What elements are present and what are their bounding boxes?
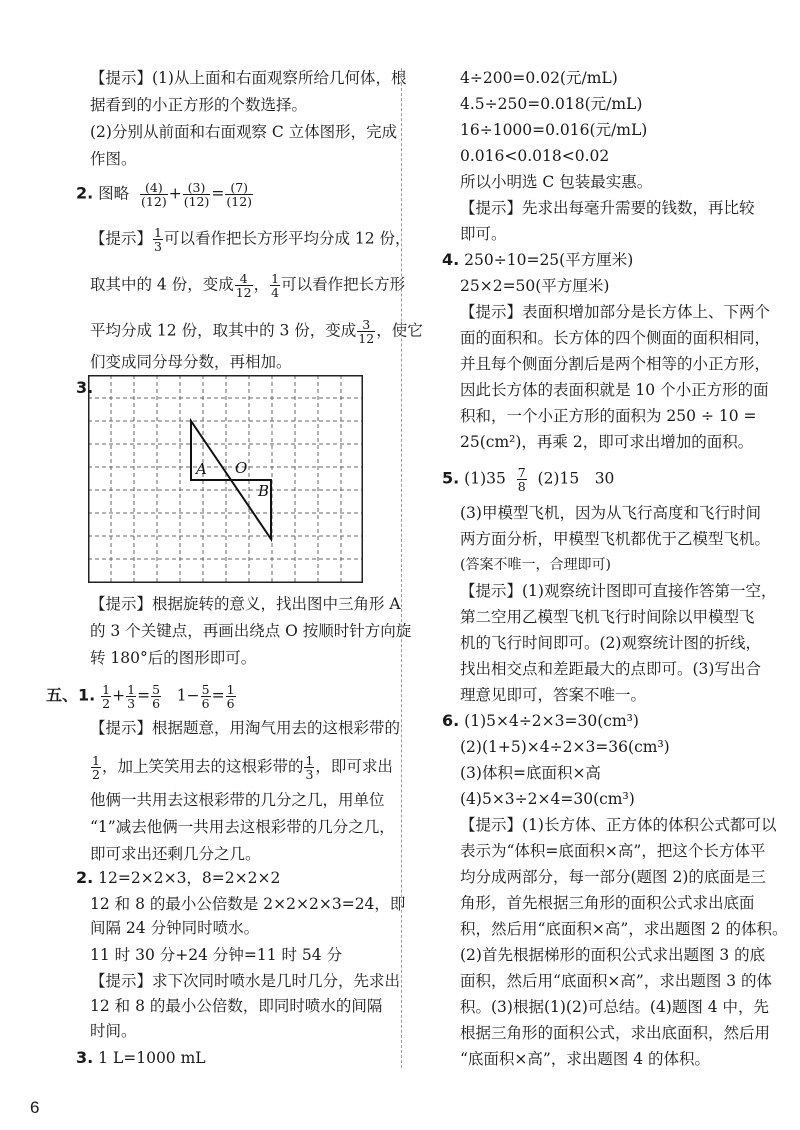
fraction: $\frac{4}{12}$ [235, 271, 252, 300]
answer-line: 12 和 8 的最小公倍数是 2×2×2×3=24，即 [90, 895, 406, 913]
hint-line: (2)首先根据梯形的面积公式求出题图 3 的底 [460, 946, 766, 964]
hint-line: 并且每个侧面分割后是两个相等的小正方形， [460, 355, 771, 373]
answer-line: 4.5÷250=0.018(元/mL) [460, 95, 643, 113]
question-5-3: 3. 1 L=1000 mL [76, 1048, 206, 1067]
fraction: $\frac{5}{6}$ [152, 682, 161, 711]
answer-line: (3)甲模型飞机，因为从飞行高度和飞行时间 [460, 504, 761, 522]
answer-line: (4)5×3÷2×4=30(cm³) [460, 790, 635, 808]
fraction: $\frac{(4)}{(12)}$ [141, 180, 167, 209]
hint-line: 第二空用乙模型飞机飞行时间除以甲模型飞 [460, 608, 755, 626]
hint-line: 他俩一共用去这根彩带的几分之几，用单位 [90, 791, 385, 809]
question-number: 3. [76, 378, 94, 397]
answer-line: (3)体积=底面积×高 [460, 764, 601, 782]
question-number: 4. [442, 250, 460, 269]
hint-line: 作图。 [90, 150, 137, 168]
answer-note: (答案不唯一，合理即可) [460, 557, 611, 573]
hint-line: 12 和 8 的最小公倍数，即同时喷水的间隔 [90, 997, 383, 1015]
section-5-q1: 五、1. $\frac{1}{2}$ + $\frac{1}{3}$ = $\frac{5}{6}$ 1− $\frac{5}{6}$ = $\frac{1}{6}$ [46, 682, 235, 711]
hint-line: 【提示】(1)从上面和右面观察所给几何体，根 [90, 69, 407, 87]
hint-line: “1”减去他俩一共用去这根彩带的几分之几， [90, 818, 395, 836]
hint-line: 25(cm²)，再乘 2，即可求出增加的面积。 [460, 433, 754, 451]
question-number: 3. [76, 1048, 94, 1067]
hint-line: 积和，一个小正方形的面积为 250 ÷ 10 = [460, 407, 757, 425]
hint-line: 根据三角形的面积公式，求出底面积，然后用 [460, 1024, 771, 1042]
hint-line: 【提示】根据题意，用淘气用去的这根彩带的 [90, 719, 401, 737]
hint-line: 据看到的小正方形的个数选择。 [90, 96, 308, 114]
fraction: $\frac{7}{8}$ [517, 465, 526, 494]
question-number: 6. [442, 711, 460, 730]
fraction: $\frac{(7)}{(12)}$ [226, 180, 253, 209]
hint-line: 转 180°后的图形即可。 [90, 649, 257, 667]
answer-line: 两方面分析，甲模型飞机都优于乙模型飞机。 [460, 530, 771, 548]
hint-line: 【提示】 $\frac{1}{3}$ 可以看作把长方形平均分成 12 份， [90, 225, 411, 254]
hint-line: 即可求出还剩几分之几。 [90, 845, 261, 863]
hint-line: 们变成同分母分数，再相加。 [90, 353, 292, 371]
hint-line: 【提示】先求出每毫升需要的钱数，再比较 [460, 199, 755, 217]
hint-line: 找出相交点和差距最大的点即可。(3)写出合 [460, 660, 761, 678]
fraction: $\frac{1}{3}$ [305, 753, 314, 782]
hint-line: 积。(3)根据(1)(2)可总结。(4)题图 4 中，先 [460, 998, 770, 1016]
answer-line: 25×2=50(平方厘米) [460, 277, 610, 295]
rotation-grid [88, 375, 363, 583]
fraction: $\frac{1}{3}$ [154, 225, 162, 254]
hint-line: 理意见即可，答案不唯一。 [460, 686, 647, 704]
question-number: 5. [442, 468, 460, 488]
answer-line: 间隔 24 分钟同时喷水。 [90, 919, 260, 937]
hint-line: 【提示】(1)观察统计图即可直接作答第一空， [460, 582, 777, 600]
answer-line: 4÷200=0.02(元/mL) [460, 69, 618, 87]
hint-line: “底面积×高”，求出题图 4 的体积。 [460, 1050, 711, 1068]
label-a: A [196, 460, 207, 478]
hint-line: 角形，首先根据三角形的面积公式求出底面 [460, 894, 755, 912]
question-number: 2. [76, 868, 94, 887]
fraction: $\frac{1}{2}$ [102, 682, 111, 711]
hint-line: 积，然后用“底面积×高”，求出题图 2 的体积。 [460, 920, 788, 938]
fraction: $\frac{(3)}{(12)}$ [183, 180, 210, 209]
question-4: 4. 250÷10=25(平方厘米) [442, 250, 634, 269]
answer-line: (2)(1+5)×4÷2×3=36(cm³) [460, 738, 670, 756]
question-number: 2. [76, 183, 94, 203]
answer-text: 图略 [98, 184, 130, 203]
label-o: O [235, 459, 248, 477]
column-divider [401, 68, 402, 1068]
question-6: 6. (1)5×4÷2×3=30(cm³) [442, 711, 639, 730]
hint-line: 【提示】求下次同时喷水是几时几分，先求出 [90, 972, 401, 990]
question-2: 2. 图略 $\frac{(4)}{(12)}$ + $\frac{(3)}{(12)}$ = $\frac{(7)}{(12)}$ [76, 180, 253, 209]
hint-line: $\frac{1}{2}$ ，加上笑笑用去的这根彩带的 $\frac{1}{3}$ ，即可求出 [92, 753, 393, 782]
fraction: $\frac{1}{4}$ [271, 271, 280, 300]
answer-line: 0.016<0.018<0.02 [460, 147, 610, 165]
answer-line: 16÷1000=0.016(元/mL) [460, 121, 648, 139]
question-5-2: 2. 12=2×2×3，8=2×2×2 [76, 868, 281, 887]
question-5: 5. (1)35 $\frac{7}{8}$ (2)15 30 [442, 465, 615, 494]
fraction: $\frac{1}{3}$ [127, 682, 136, 711]
hint-line: 【提示】表面积增加部分是长方体上、下两个 [460, 303, 771, 321]
hint-line: 【提示】根据旋转的意义，找出图中三角形 A [90, 595, 401, 613]
page-number: 6 [30, 1098, 40, 1117]
fraction: $\frac{1}{6}$ [226, 682, 235, 711]
hint-line: 表示为“体积=底面积×高”，把这个长方体平 [460, 842, 766, 860]
hint-line: 即可。 [460, 225, 507, 243]
answer-line: 11 时 30 分+24 分钟=11 时 54 分 [90, 946, 343, 964]
hint-line: 面积，然后用“底面积×高”，求出题图 3 的体 [460, 972, 773, 990]
question-number: 五、1. [46, 685, 96, 705]
hint-line: 【提示】(1)长方体、正方体的体积公式都可以 [460, 816, 777, 834]
hint-line: 面的面积和。长方体的四个侧面的面积相同， [460, 329, 771, 347]
hint-line: 的 3 个关键点，再画出绕点 O 按顺时针方向旋 [90, 622, 412, 640]
label-b: B [258, 482, 270, 500]
hint-line: 均分成两部分，每一部分(题图 2)的底面是三 [460, 868, 766, 886]
hint-line: 因此长方体的表面积就是 10 个小正方形的面 [460, 381, 769, 399]
hint-line: 平均分成 12 份，取其中的 3 份，变成 $\frac{3}{12}$ ，使它 [90, 317, 423, 346]
answer-line: 所以小明选 C 包装最实惠。 [460, 173, 653, 191]
fraction: $\frac{5}{6}$ [201, 682, 210, 711]
fraction: $\frac{1}{2}$ [92, 753, 100, 782]
hint-line: 时间。 [90, 1022, 137, 1040]
fraction: $\frac{3}{12}$ [358, 317, 375, 346]
hint-line: 取其中的 4 份，变成 $\frac{4}{12}$ ， $\frac{1}{4}$ 可以看作把长方形 [90, 271, 406, 300]
hint-line: 机的飞行时间即可。(2)观察统计图的折线， [460, 634, 761, 652]
hint-line: (2)分别从前面和右面观察 C 立体图形，完成 [90, 123, 398, 141]
